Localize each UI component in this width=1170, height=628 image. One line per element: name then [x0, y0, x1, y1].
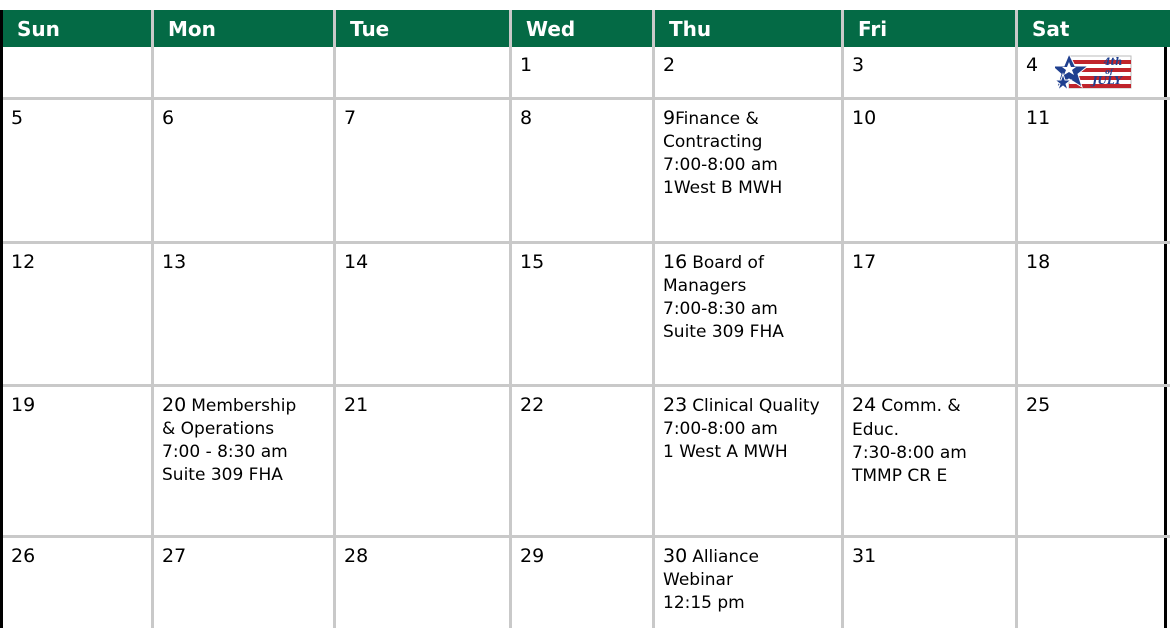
day-number: 18 [1026, 251, 1051, 273]
calendar-day-cell [3, 244, 154, 387]
day-number: 25 [1026, 394, 1051, 416]
calendar-day-cell [512, 387, 655, 538]
calendar-day-cell [844, 100, 1018, 244]
calendar-day-cell [336, 100, 512, 244]
calendar-day-cell [336, 538, 512, 628]
badge-line2: of [1105, 67, 1113, 76]
calendar-day-cell [512, 100, 655, 244]
calendar-day-cell [512, 47, 655, 100]
day-number: 9 [663, 107, 676, 129]
day-number: 6 [162, 107, 175, 129]
day-number: 13 [162, 251, 187, 273]
event-text: 1 West A MWH [663, 442, 788, 462]
calendar-day-cell [1018, 100, 1170, 244]
calendar-day-cell [1018, 538, 1170, 628]
weekday-header-sun: Sun [3, 10, 154, 47]
day-number: 29 [520, 545, 545, 567]
calendar-day-cell [3, 100, 154, 244]
weekday-header-sat: Sat [1018, 10, 1170, 47]
event-text: 12:15 pm [663, 593, 745, 613]
calendar-day-cell [655, 387, 844, 538]
day-number: 24 [852, 394, 877, 416]
day-number: 23 [663, 394, 688, 416]
event-text: 7:00-8:00 am [663, 155, 778, 175]
calendar-day-cell [3, 538, 154, 628]
calendar-day-cell [512, 244, 655, 387]
calendar-day-cell [1018, 47, 1170, 100]
day-number: 11 [1026, 107, 1051, 129]
event-text: & Operations [162, 419, 275, 439]
calendar-day-cell [1018, 387, 1170, 538]
event-text: TMMP CR E [852, 466, 948, 486]
calendar-day-cell [844, 538, 1018, 628]
calendar-day-cell [154, 538, 336, 628]
calendar-grid [0, 10, 1167, 628]
event-text: 7:30-8:00 am [852, 443, 967, 463]
day-number: 5 [11, 107, 24, 129]
day-number: 28 [344, 545, 369, 567]
calendar-day-cell [655, 100, 844, 244]
event-text: 7:00-8:30 am [663, 299, 778, 319]
calendar-day-cell [512, 538, 655, 628]
weekday-header-mon: Mon [154, 10, 336, 47]
day-number: 12 [11, 251, 36, 273]
calendar-day-cell [336, 244, 512, 387]
day-number: 22 [520, 394, 545, 416]
day-number: 30 [663, 545, 688, 567]
day-number: 20 [162, 394, 187, 416]
day-number: 19 [11, 394, 36, 416]
day-number: 4 [1026, 54, 1039, 76]
day-number: 26 [11, 545, 36, 567]
weekday-header-wed: Wed [512, 10, 655, 47]
event-text: Suite 309 FHA [162, 465, 283, 485]
day-number: 3 [852, 54, 865, 76]
calendar-day-cell [655, 47, 844, 100]
day-number: 8 [520, 107, 533, 129]
calendar-day-cell [844, 387, 1018, 538]
day-number: 31 [852, 545, 877, 567]
event-text: Clinical Quality [692, 396, 820, 416]
event-text: 7:00 - 8:30 am [162, 442, 288, 462]
calendar-day-cell [154, 47, 336, 100]
event-text: Membership [191, 396, 297, 416]
calendar-day-cell [844, 244, 1018, 387]
day-number: 1 [520, 54, 533, 76]
weekday-header-fri: Fri [844, 10, 1018, 47]
calendar-day-cell [336, 47, 512, 100]
calendar-day-cell [154, 100, 336, 244]
calendar-day-cell [154, 387, 336, 538]
event-text: 1West B MWH [663, 178, 783, 198]
day-number: 27 [162, 545, 187, 567]
calendar-day-cell [3, 47, 154, 100]
event-text: Comm. & Educ. [852, 396, 961, 440]
day-number: 21 [344, 394, 369, 416]
event-text: Webinar [663, 570, 733, 590]
weekday-header-tue: Tue [336, 10, 512, 47]
calendar-day-cell [655, 244, 844, 387]
weekday-header-thu: Thu [655, 10, 844, 47]
day-number: 7 [344, 107, 357, 129]
badge-line3: JULY [1092, 74, 1122, 87]
calendar-day-cell [3, 387, 154, 538]
day-number: 14 [344, 251, 369, 273]
day-number: 2 [663, 54, 676, 76]
calendar-day-cell [154, 244, 336, 387]
calendar-day-cell [844, 47, 1018, 100]
event-text: Managers [663, 276, 747, 296]
fourth-of-july-icon [1055, 50, 1135, 94]
calendar-day-cell [655, 538, 844, 628]
day-number: 16 [663, 251, 688, 273]
event-text: Suite 309 FHA [663, 322, 784, 342]
event-text: Finance & [675, 109, 759, 129]
calendar-day-cell [336, 387, 512, 538]
calendar-day-cell [1018, 244, 1170, 387]
event-text: Alliance [692, 547, 759, 567]
badge-line1: 4th [1103, 57, 1123, 68]
day-number: 15 [520, 251, 545, 273]
event-text: Contracting [663, 132, 763, 152]
event-text: Board of [692, 253, 764, 273]
day-number: 10 [852, 107, 877, 129]
event-text: 7:00-8:00 am [663, 419, 778, 439]
day-number: 17 [852, 251, 877, 273]
